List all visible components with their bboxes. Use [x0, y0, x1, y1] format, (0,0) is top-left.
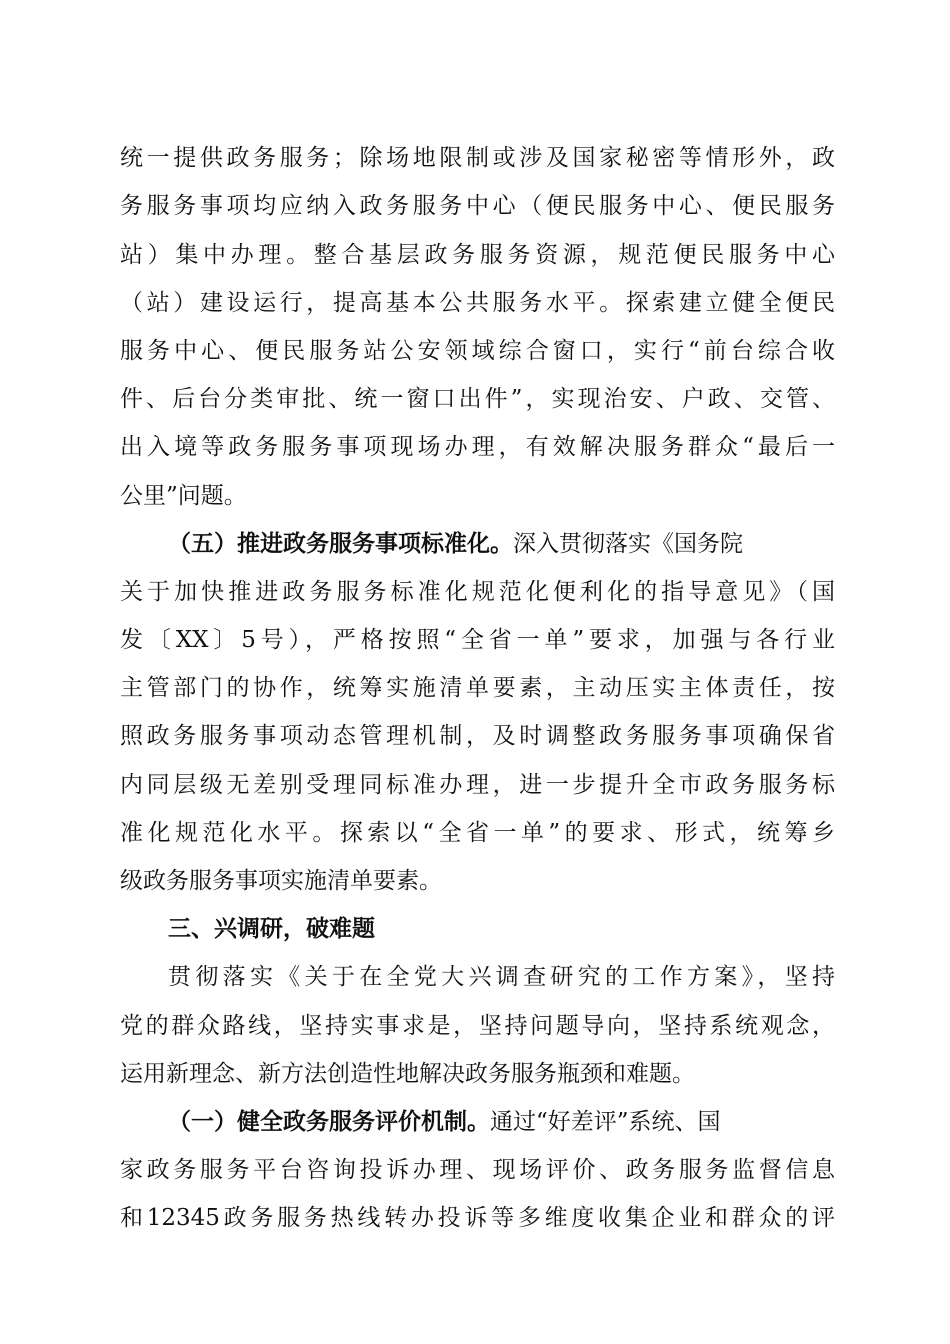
text-line: 务服务事项均应纳入政务服务中心（便民服务中心、便民服务 [120, 193, 835, 219]
section-heading-5 [168, 528, 835, 560]
text-line: 公里”问题。 [120, 483, 247, 509]
text-line: 级政务服务事项实施清单要素。 [120, 868, 442, 894]
text-line: 准化规范化水平。探索以“全省一单”的要求、形式，统筹乡 [120, 820, 835, 846]
section-heading-5-title: （五）推进政务服务事项标准化。 [168, 530, 513, 557]
section-heading-1 [168, 1106, 835, 1138]
text-line: 站）集中办理。整合基层政务服务资源，规范便民服务中心 [120, 242, 835, 268]
text-line: 党的群众路线，坚持实事求是，坚持问题导向，坚持系统观念， [120, 1013, 835, 1039]
text-line: 发〔XX〕5号），严格按照“全省一单”要求，加强与各行业 [120, 627, 835, 653]
section-heading-5-text: 深入贯彻落实《国务院 [513, 531, 743, 557]
section-heading-1-text: 通过“好差评”系统、国 [490, 1109, 721, 1135]
text-line: 出入境等政务服务事项现场办理，有效解决服务群众“最后一 [120, 434, 835, 460]
text-line: 关于加快推进政务服务标准化规范化便利化的指导意见》（国 [120, 579, 835, 605]
text-line: （站）建设运行，提高基本公共服务水平。探索建立健全便民 [120, 290, 835, 316]
text-line: 家政务服务平台咨询投诉办理、现场评价、政务服务监督信息 [120, 1157, 835, 1183]
text-line: 内同层级无差别受理同标准办理，进一步提升全市政务服务标 [120, 772, 835, 798]
text-line: 照政务服务事项动态管理机制，及时调整政务服务事项确保省 [120, 723, 835, 749]
text-line: 主管部门的协作，统筹实施清单要素，主动压实主体责任，按 [120, 675, 835, 701]
text-line: 件、后台分类审批、统一窗口出件”，实现治安、户政、交管、 [120, 386, 835, 412]
section-heading-1-title: （一）健全政务服务评价机制。 [168, 1108, 490, 1135]
text-line: 统一提供政务服务；除场地限制或涉及国家秘密等情形外，政 [120, 145, 835, 171]
text-line: 服务中心、便民服务站公安领域综合窗口，实行“前台综合收 [120, 338, 835, 364]
text-line: 贯彻落实《关于在全党大兴调查研究的工作方案》，坚持 [168, 964, 835, 990]
text-line: 运用新理念、新方法创造性地解决政务服务瓶颈和难题。 [120, 1061, 695, 1087]
chapter-heading-3: 三、兴调研，破难题 [168, 915, 375, 942]
text-line: 和12345政务服务热线转办投诉等多维度收集企业和群众的评 [120, 1205, 835, 1231]
